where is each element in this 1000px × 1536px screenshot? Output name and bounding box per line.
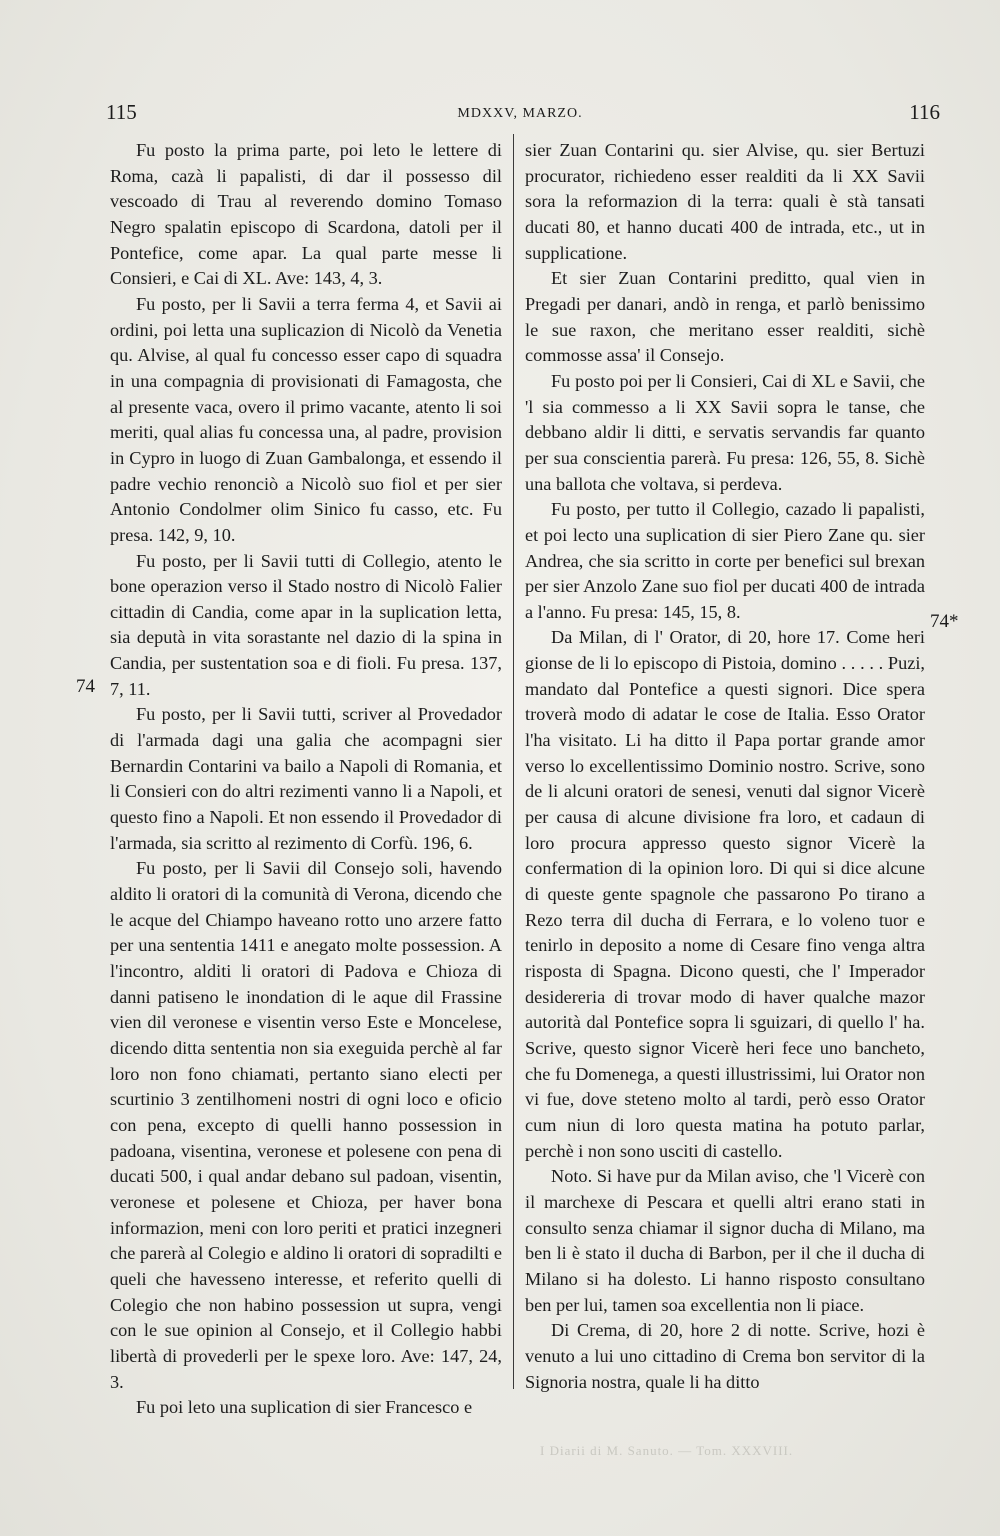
- paragraph: Da Milan, di l' Orator, di 20, hore 17. Come heri gionse de li lo episcopo di Pistoia, domino . . . . . Puzi, mandato dal Pontefice a questi signori. Dice spera troverà modo di adatar le cose de Italia. Esso Orator l'ha visitato. Li ha ditto il Papa portar grande amor verso lo excellentissimo Dominio nostro. Scrive, sono de li alcuni oratori de senesi, venuti dal signor Vicerè per causa di alcune divisione fra loro, et cadaun di loro procura appresso questo signor Vicerè la confermation di la opinion loro. Di qui si dice alcune di queste gente spagnole che passarono Po tirano a Rezo terra dil ducha di Ferrara, e lo voleno tuor e tenirlo in deposito a nome di Cesare fino venga altra risposta di Spagna. Dicono questi, che l' Imperador desidereria di trovar modo di haver qualche mazor autorità dal Pontefice sopra li sguizari, di quello l' ha. Scrive, questo signor Vicerè heri fece uno bancheto, che fu Domenega, a questi illustrissimi, lui Orator non vi fue, dove steteno molto al tardi, però esso Orator cum niun di loro questa matina ha potuto parlar, perchè i non sono usciti di castello.: [525, 627, 925, 1161]
- page-number-right: 116: [909, 100, 940, 124]
- paragraph: Fu posto, per tutto il Collegio, cazado li papalisti, et poi lecto una suplication di sier Piero Zane qu. sier Andrea, che sia scritto in corte per benefici sul brexan per sier Anzolo Zane suo fiol per ducati 400 de intrada a l'anno. Fu presa: 145, 15, 8.: [525, 499, 925, 622]
- paragraph: Noto. Si have pur da Milan aviso, che 'l Vicerè con il marchexe di Pescara et quelli altri erano stati in consulto senza chiamar il signor ducha di Milano, ma ben li è stato il ducha di Barbon, per il che il ducha di Milano si ha dolesto. Li hanno risposto consultano ben per lui, tamen soa excellentia non li piace.: [525, 1166, 925, 1315]
- paragraph: Di Crema, di 20, hore 2 di notte. Scrive, hozi è venuto a lui uno cittadino di Crema bon servitor di la Signoria nostra, quale li ha ditto: [525, 1320, 925, 1392]
- column-divider: [513, 134, 514, 1389]
- paragraph: Fu posto poi per li Consieri, Cai di XL e Savii, che 'l sia commesso a li XX Savii sopra le tanse, che debbano aldir li ditti, e servatis servandis far quanto per sua conscientia parerà. Fu presa: 126, 55, 8. Sichè una ballota che voltava, si perdeva.: [525, 370, 925, 494]
- paragraph: Fu posto la prima parte, poi leto le lettere di Roma, cazà li papalisti, di dar il possesso dil vescoado di Trau al reverendo domino Tomaso Negro spalatin episcopo di Scardona, datoli per il Pontefice, come apar. La qual parte messe li Consieri, e Cai di XL. Ave: 143, 4, 3.: [110, 140, 502, 289]
- running-title: MDXXV, MARZO.: [457, 106, 583, 121]
- paragraph: Fu poi leto una suplication di sier Francesco e: [136, 1397, 473, 1418]
- paragraph: Et sier Zuan Contarini preditto, qual vien in Pregadi per danari, andò in renga, et parlò benissimo le sue raxon, che meritano esser realditi, sichè commosse assa' il Consejo.: [525, 268, 925, 366]
- paragraph: Fu posto, per li Savii tutti, scriver al Provedador di l'armada dagi una galia che acompagni sier Bernardin Contarini va bailo a Napoli di Romania, et li Consieri con do altri rezimenti vanno li a Napoli, et questo fino a Napoli. Et non essendo il Provedador di l'armada, sia scritto al rezimento di Corfù. 196, 6.: [110, 704, 502, 853]
- right-column: [525, 138, 925, 1395]
- page-header: [100, 100, 940, 130]
- margin-note-left: 74: [76, 676, 95, 697]
- bleed-through-footer: I Diarii di M. Sanuto. — Tom. XXXVIII.: [540, 1443, 794, 1458]
- paragraph: Fu posto, per li Savii dil Consejo soli, havendo aldito li oratori di la comunità di Verona, dicendo che le acque del Chiampo haveano rotto uno arzere fatto per una sententia 1411 e anegato molte possession. A l'incontro, alditi li oratori di Padova e Chioza di danni patiseno le inondation di le aque dil Frassine vien dil veronese e visentin verso Este e Moncelese, dicendo ditta sententia non sia exeguida perchè al far loro non fono chiamati, pertanto siano electi per scurtinio 3 zentilhomeni nostri di ogni loco e oficio con pena, excepto di quelli hanno possession in padoana, visentina, veronese et polesene con pena di ducati 500, i qual andar debano sul padoan, visentin, veronese et polesene et Chioza, per haver bona informazion, meni con loro periti et pratici inzegneri che parerà al Colegio e aldino li oratori di sopradilti e queli che havesseno interesse, et referito quelli di Colegio che non habino possession ut supra, vengi con le sue opinion al Consejo, et il Collegio habbi libertà di provederli per le spexe loro. Ave: 147, 24, 3.: [110, 858, 502, 1392]
- paragraph: sier Zuan Contarini qu. sier Alvise, qu. sier Bertuzi procurator, richiedeno esser realditi da li XX Savii sora la reformazion di la terra: quali è stà tansati ducati 80, et hanno ducati 400 de intrada, etc., ut in supplicatione.: [525, 140, 925, 263]
- page-number-left: 115: [106, 100, 137, 124]
- left-column: [110, 138, 502, 1421]
- margin-note-right: 74*: [930, 611, 959, 632]
- paragraph: Fu posto, per li Savii tutti di Collegio, atento le bone operazion verso il Stado nostro di Nicolò Falier cittadin di Candia, come apar in la suplication letta, sia deputà in vita sorastante nel dazio di la spina in Candia, per sustentation soa e di fioli. Fu presa. 137, 7, 11.: [110, 550, 502, 699]
- paragraph: Fu posto, per li Savii a terra ferma 4, et Savii ai ordini, poi letta una suplicazion di Nicolò da Venetia qu. Alvise, al qual fu concesso esser capo di squadra in una compagnia di provisionati di Famagosta, che al presente vaca, overo il primo vacante, atento li soi meriti, qual alias fu concessa una, al padre, provision in Cypro in luogo di Zuan Gambalonga, et essendo il padre vechio renonciò a Nicolò suo fiol et per sier Antonio Condolmer olim Sinico fu casso, etc. Fu presa. 142, 9, 10.: [110, 293, 502, 545]
